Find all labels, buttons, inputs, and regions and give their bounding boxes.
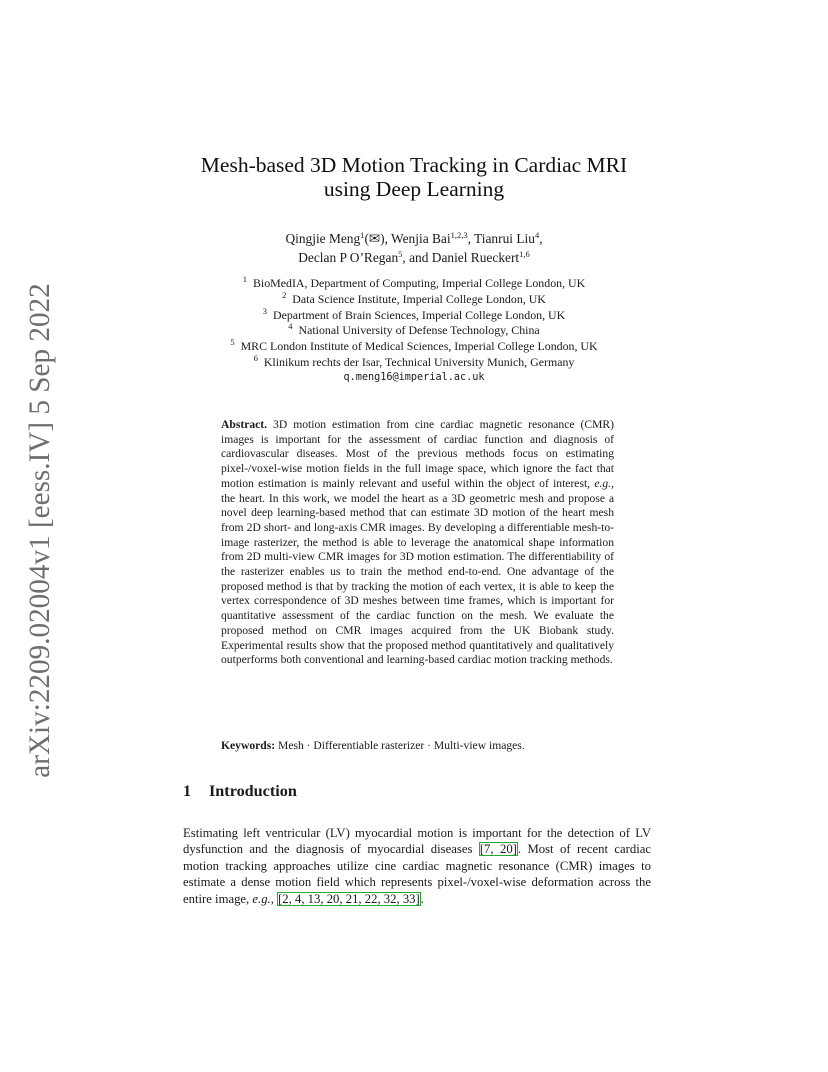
section-title: Introduction [209, 782, 297, 800]
author-name: Qingjie Meng [285, 231, 361, 246]
paper-title-line-1: Mesh-based 3D Motion Tracking in Cardiac MRI [200, 153, 628, 177]
body-text: , [270, 891, 278, 906]
affiliation-text: BioMedIA, Department of Computing, Imperial College London, UK [252, 276, 586, 290]
affiliation-line [180, 323, 648, 339]
affiliation-number: 6 [253, 352, 258, 363]
affiliation-list [180, 276, 648, 386]
contact-email[interactable]: q.meng16@imperial.ac.uk [343, 371, 485, 383]
introduction-paragraph [183, 825, 651, 907]
author-name: Declan P O’Regan [298, 250, 399, 265]
body-eg: e.g. [252, 891, 271, 906]
author-name: , Tianrui Liu [467, 231, 535, 246]
section-heading-introduction [183, 782, 297, 801]
author-affiliation-marker: 4 [534, 230, 540, 240]
affiliation-line [180, 289, 648, 308]
paper-title-line-2: using Deep Learning [323, 177, 505, 201]
body-text: Estimating left ventricular (LV) myocardial motion is important for the detection of LV dysfunction and the diagnosis of myocardial diseases [183, 826, 651, 857]
body-text: . [420, 891, 424, 906]
abstract-label: Abstract. [221, 418, 268, 431]
affiliation-text: Department of Brain Sciences, Imperial College London, UK [272, 307, 566, 322]
citation-link[interactable]: [7, 20] [479, 842, 517, 857]
affiliation-number: 3 [262, 305, 268, 316]
abstract-eg: e.g. [594, 476, 612, 490]
author-list [180, 230, 648, 268]
affiliation-text: Klinikum rechts der Isar, Technical University Munich, Germany [263, 354, 575, 369]
paper-title [140, 153, 688, 201]
affiliation-number: 2 [282, 289, 287, 300]
author-name: , and Daniel Rueckert [402, 250, 520, 265]
keywords-text: Mesh · Differentiable rasterizer · Multi-view images. [275, 739, 525, 752]
citation-link[interactable]: [2, 4, 13, 20, 21, 22, 32, 33] [278, 891, 420, 906]
author-affiliation-marker: 1,6 [519, 249, 530, 259]
abstract-paragraph [221, 418, 614, 668]
abstract-text: , the heart. In this work, we model the heart as a 3D geometric mesh and propose a novel deep learning-based method that can estimate 3D motion of the heart mesh from 2D short- and long-axis CMR images. By developing a differentiable mesh-to-image rasterizer, the method is able to leverage the anatomical shape information from 2D multi-view CMR images for 3D motion estimation. The differentiability of the rasterizer enables us to train the method end-to-end. One advantage of the proposed method is that by tracking the motion of each vertex, it is able to keep the vertex correspondence of 3D meshes between time frames, which is important for quantitative assessment of the cardiac function on the mesh. We evaluate the proposed method on CMR images acquired from the UK Biobank study. Experimental results show that the proposed method quantitatively and qualitatively outperforms both conventional and learning-based cardiac motion tracking methods. [221, 476, 614, 667]
author-affiliation-marker: 1 [360, 230, 365, 240]
affiliation-line [180, 276, 648, 292]
corresponding-author-envelope-icon: (✉) [364, 231, 385, 246]
affiliation-number: 1 [242, 274, 248, 284]
affiliation-line [180, 305, 648, 324]
body-text: . Most of recent cardiac motion tracking approaches utilize cine cardiac magnetic resonance (CMR) images to estimate a dense motion field which represents pixel-/voxel-wise deformation across the entire image, [183, 842, 652, 906]
keywords-paragraph [221, 739, 614, 754]
author-affiliation-marker: 1,2,3 [450, 230, 468, 240]
author-separator: , [539, 231, 543, 246]
affiliation-line [180, 352, 648, 371]
arxiv-identifier-stamp [22, 282, 58, 778]
affiliation-text: National University of Defense Technology, China [298, 323, 540, 338]
author-name: , Wenjia Bai [384, 231, 451, 246]
affiliation-line [180, 339, 648, 355]
keywords-label: Keywords: [221, 739, 276, 752]
arxiv-identifier-text: arXiv:2209.02004v1 [eess.IV] 5 Sep 2022 [23, 282, 56, 778]
author-affiliation-marker: 5 [398, 249, 403, 259]
affiliation-number: 4 [288, 321, 293, 332]
section-number: 1 [183, 782, 192, 800]
abstract-text: 3D motion estimation from cine cardiac magnetic resonance (CMR) images is important for the assessment of cardiac function and diagnosis of cardiovascular diseases. Most of the previous methods focus on estimating pixel-/voxel-wise motion fields in the full image space, which ignore the fact that motion estimation is mainly relevant and useful within the object of interest, [221, 418, 614, 490]
affiliation-number: 5 [230, 337, 235, 348]
affiliation-text: MRC London Institute of Medical Sciences, Imperial College London, UK [240, 339, 598, 354]
affiliation-text: Data Science Institute, Imperial College London, UK [292, 291, 546, 306]
